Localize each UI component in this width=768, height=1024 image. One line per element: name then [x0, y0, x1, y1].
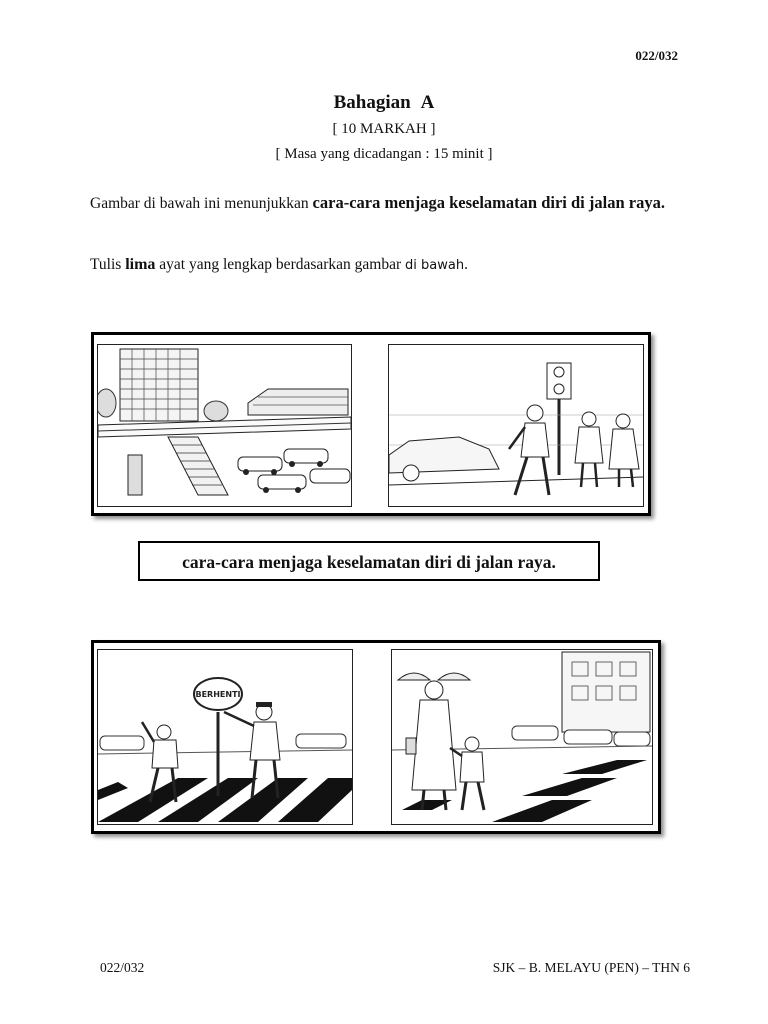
section-title [0, 92, 768, 114]
zebra-crossing-illustration [392, 650, 652, 824]
topic-box: cara-cara menjaga keselamatan diri di jalan raya. [138, 541, 600, 581]
instruction-bold-text: lima [125, 256, 156, 273]
section-title-letter: A [420, 92, 435, 113]
question-instruction [90, 256, 468, 274]
instruction-sans-text: di bawah [405, 258, 465, 273]
paper-code-top: 022/032 [635, 48, 678, 63]
instruction-end-text: . [464, 256, 468, 273]
footer-paper-code: 022/032 [100, 960, 145, 975]
section-title-word: Bahagian [333, 92, 411, 113]
instruction-middle-text: ayat yang lengkap berdasarkan gambar [155, 256, 406, 273]
pedestrian-bridge-illustration [98, 345, 351, 506]
illustration-frame-bottom [91, 640, 661, 834]
panel-pedestrian-bridge [97, 344, 352, 507]
question-intro [90, 190, 700, 217]
illustration-frame-top [91, 332, 651, 516]
panel-crossing-guard [97, 649, 353, 825]
panel-traffic-light-pedestrians [388, 344, 644, 507]
panel-zebra-crossing-mother-child [391, 649, 653, 825]
instruction-text: Tulis [90, 256, 126, 273]
intro-bold-text: cara-cara menjaga keselamatan diri di jalan raya. [312, 193, 665, 212]
section-time: [ Masa yang dicadangan : 15 minit ] [275, 146, 493, 162]
footer-subject: SJK – B. MELAYU (PEN) – THN 6 [492, 960, 690, 975]
traffic-light-illustration [389, 345, 643, 506]
intro-text: Gambar di bawah ini menunjukkan [90, 195, 313, 212]
crossing-guard-illustration [98, 650, 352, 824]
stop-sign-text: BERHENTI [195, 690, 241, 699]
section-marks: [ 10 MARKAH ] [332, 121, 436, 137]
